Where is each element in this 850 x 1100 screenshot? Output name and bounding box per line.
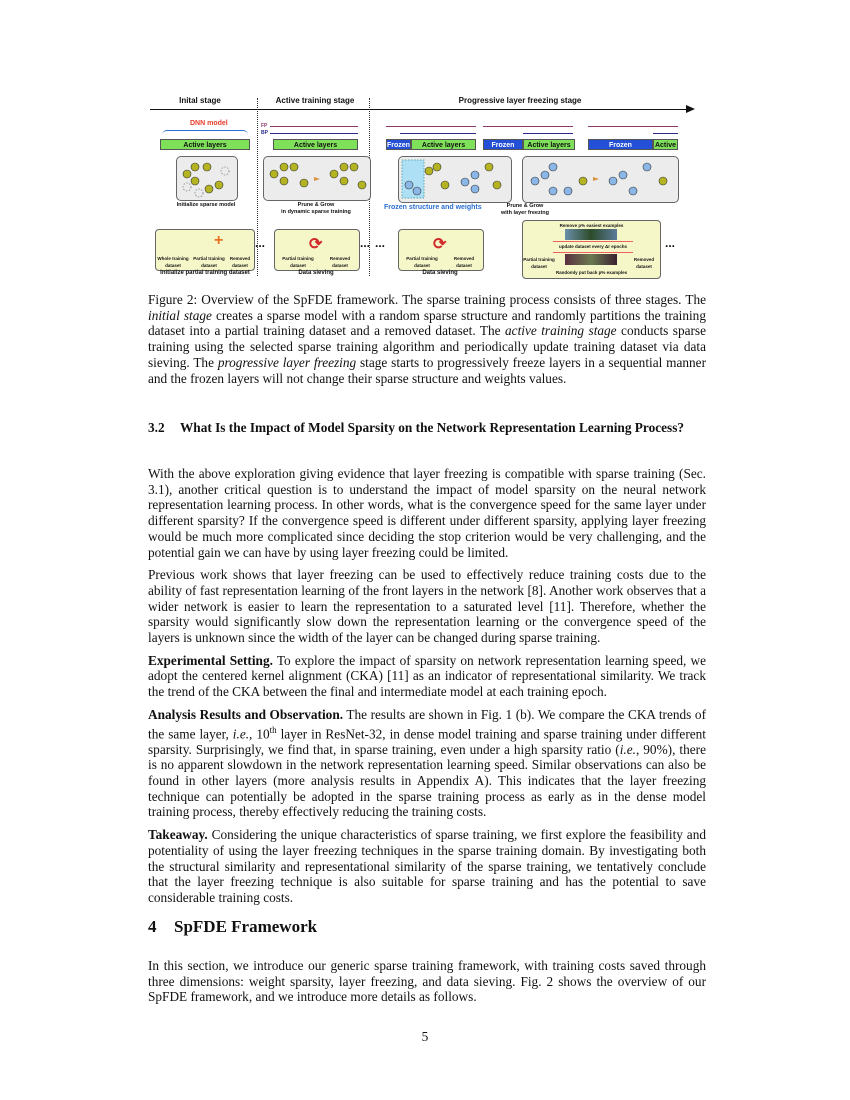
whole-dataset-label: Whole training dataset — [157, 256, 189, 268]
prune-grow-freezing-diagram — [522, 156, 679, 203]
example-images — [565, 254, 617, 265]
paragraph — [148, 653, 706, 700]
ellipsis: ... — [255, 236, 266, 250]
flow-arrow — [553, 252, 633, 253]
section-number: 4 — [148, 917, 157, 936]
figure-2-overview — [150, 96, 700, 281]
active-layers-bar: Active layers — [273, 139, 358, 150]
flow-arrow — [553, 241, 633, 242]
partial-dataset-label: Partial training dataset — [193, 256, 225, 268]
text-run: , 10 — [249, 725, 270, 741]
text-run: In this section, we introduce our generic sparse training framework, with training costs saved through three dimensions: weight sparsity, layer freezing, and data sieving. Fig. 2 shows the overview of our SpFDE framework, and we introduce more details as follows. — [148, 958, 706, 1005]
text-run: Figure 2: Overview of the SpFDE framework. The sparse training process consists of three stages. The — [148, 292, 706, 307]
section-4-body — [148, 958, 706, 1012]
text-run: conducts sparse training using the selected sparse training algorithm and periodically update training dataset via data sieving. The — [148, 323, 706, 370]
figure-caption — [148, 292, 706, 393]
text-run: th — [269, 724, 277, 735]
text-run: layer in ResNet-32, in dense model training and sparse training under different sparsity. Surprisingly, we find that, in sparse training, even under a high sparsity ratio ( — [148, 725, 706, 757]
text-run: initial stage — [148, 307, 212, 323]
section-3-2-heading — [148, 420, 706, 436]
ellipsis: ... — [360, 236, 371, 250]
prune-grow-dst-caption: Prune & Grow in dynamic sparse training — [281, 202, 351, 215]
fp-label: FP — [261, 123, 268, 129]
active-layers-bar: Active layers — [411, 139, 476, 150]
cycle-icon: ⟳ — [309, 236, 323, 253]
data-sieving-caption: Data sieving — [298, 270, 334, 276]
section-4-heading — [148, 917, 317, 937]
active-bar: Active — [653, 139, 678, 150]
partial-dataset-label: Partial training dataset — [282, 256, 314, 268]
ellipsis: ... — [375, 236, 386, 250]
data-sieving-box — [398, 229, 484, 271]
stage-freezing-label: Progressive layer freezing stage — [458, 96, 582, 105]
section-3-2-body — [148, 466, 706, 913]
bp-label: BP — [261, 130, 268, 136]
partial-dataset-label: Partial training dataset — [523, 257, 555, 269]
section-title: SpFDE Framework — [174, 917, 318, 936]
removed-dataset-label: Removed dataset — [453, 256, 475, 268]
text-run: stage starts to progressively freeze layers in a sequential manner and the frozen layers will not change their sparse structure and weights values. — [148, 354, 706, 386]
cycle-icon: ⟳ — [433, 236, 447, 253]
bp-arrow — [523, 133, 573, 134]
section-number: 3.2 — [148, 420, 165, 435]
frozen-network-diagram — [398, 156, 512, 203]
text-run: i.e. — [619, 741, 636, 757]
paragraph — [148, 567, 706, 646]
remove-easiest-label: Remove p% easiest examples — [559, 223, 624, 228]
init-partial-dataset-box — [155, 229, 255, 271]
text-run: The results are shown in Fig. 1 (b). We compare the CKA trends of the same layer, — [148, 706, 706, 741]
paragraph-heading: Takeaway. — [148, 827, 208, 843]
fp-arrow — [588, 126, 678, 127]
fp-arrow — [483, 126, 573, 127]
active-layers-bar: Active layers — [160, 139, 250, 150]
text-run: , 90%), there is no apparent slowdown in the network representation learning speed. Similar observations can also be found in other layers (more analysis results in Appendix A). This indicates that the layer freezing technique can potentially be adopted in the sparse training process as early as in the dense model training process, thereby effectively reducing the training costs. — [148, 741, 706, 820]
frozen-structure-label: Frozen structure and weights — [384, 204, 482, 211]
paragraph-heading: Analysis Results and Observation. — [148, 706, 344, 722]
frozen-bar: Frozen — [483, 139, 523, 150]
update-every-label: update dataset every Δr epochs — [558, 244, 627, 249]
init-sparse-caption: Initialize sparse model — [176, 202, 236, 208]
paragraph — [148, 827, 706, 906]
text-run: active training stage — [505, 323, 617, 339]
active-layers-bar: Active layers — [523, 139, 575, 150]
frozen-bar: Frozen — [386, 139, 411, 150]
fp-arrow — [386, 126, 476, 127]
text-run: progressive layer freezing — [217, 354, 357, 370]
text-run: Previous work shows that layer freezing can be used to effectively reduce training costs due to the ability of fast representation learning of the front layers in the network [8]. Another work observes that a wider network is easier to learn the representation to a saturated level [11]. Therefore, whether the sparsity would significantly slow down the representation learning or the convergence speed of the layers is unknown since the width of the layer can be changed during sparse training. — [148, 567, 706, 646]
dnn-model-label: DNN model — [190, 120, 228, 127]
removed-dataset-label: Removed dataset — [229, 256, 251, 268]
stage-active-label: Active training stage — [275, 96, 355, 105]
paragraph — [148, 466, 706, 560]
text-run: To explore the impact of sparsity on network representation learning speed, we adopt the centered kernel alignment (CKA) [11] as an indicator of representational similarity. We track the trend of the CKA between the final and intermediate model at each training epoch. — [148, 652, 707, 700]
brace — [162, 130, 248, 135]
partial-dataset-label: Partial training dataset — [406, 256, 438, 268]
example-images — [565, 229, 617, 240]
paragraph — [148, 707, 706, 820]
text-run: Considering the unique characteristics of sparse training, we first explore the feasibility and potentiality of using the layer freezing techniques in the sparse training domain. By investigating both the structural similarity and representational similarity of the sparse training, we tentatively conclude that the layer freezing technique is also suitable for sparse training and has the potential to save considerable training costs. — [148, 827, 706, 905]
paragraph — [148, 292, 706, 386]
data-sieving-caption: Data sieving — [422, 270, 458, 276]
bp-arrow — [653, 133, 678, 134]
bp-arrow — [270, 133, 358, 134]
plus-icon: + — [214, 232, 224, 249]
paragraph — [148, 958, 706, 1005]
timeline-arrow — [150, 109, 690, 110]
frozen-bar: Frozen — [588, 139, 653, 150]
ellipsis: ... — [665, 236, 676, 250]
arrowhead-icon — [686, 105, 695, 113]
section-title: What Is the Impact of Model Sparsity on the Network Representation Learning Process? — [180, 420, 685, 435]
bp-arrow — [400, 133, 476, 134]
fp-arrow — [270, 126, 358, 127]
removed-dataset-label: Removed dataset — [329, 256, 351, 268]
prune-grow-diagram — [263, 156, 371, 201]
paragraph-heading: Experimental Setting. — [148, 652, 273, 668]
put-back-label: Randomly put back p% examples — [555, 270, 628, 275]
text-run: With the above exploration giving evidence that layer freezing is compatible with sparse training (Sec. 3.1), another critical question is to understand the impact of model sparsity on the neural network representation learning process. In other words, what is the convergence speed for the same layer under different sparsity? If the convergence speed is different under different sparsity, applying layer freezing would be much more complicated since deciding the stop criterion would be very challenging, and the potential gain we can have by using layer freezing could be limited. — [148, 466, 706, 560]
sparse-network-diagram — [176, 156, 238, 201]
removed-dataset-label: Removed dataset — [633, 257, 655, 269]
init-partial-caption: Initialize partial training dataset — [160, 270, 250, 276]
data-sieving-detail-box — [522, 220, 661, 279]
text-run: creates a sparse model with a random sparse structure and randomly partitions the training dataset into a partial training dataset and a removed dataset. The — [148, 307, 706, 339]
data-sieving-box — [274, 229, 360, 271]
text-run: i.e. — [232, 725, 250, 741]
prune-grow-lf-caption: Prune & Grow with layer freezing — [501, 203, 549, 216]
page-number: 5 — [421, 1029, 429, 1044]
stage-initial-label: Inital stage — [179, 96, 221, 105]
